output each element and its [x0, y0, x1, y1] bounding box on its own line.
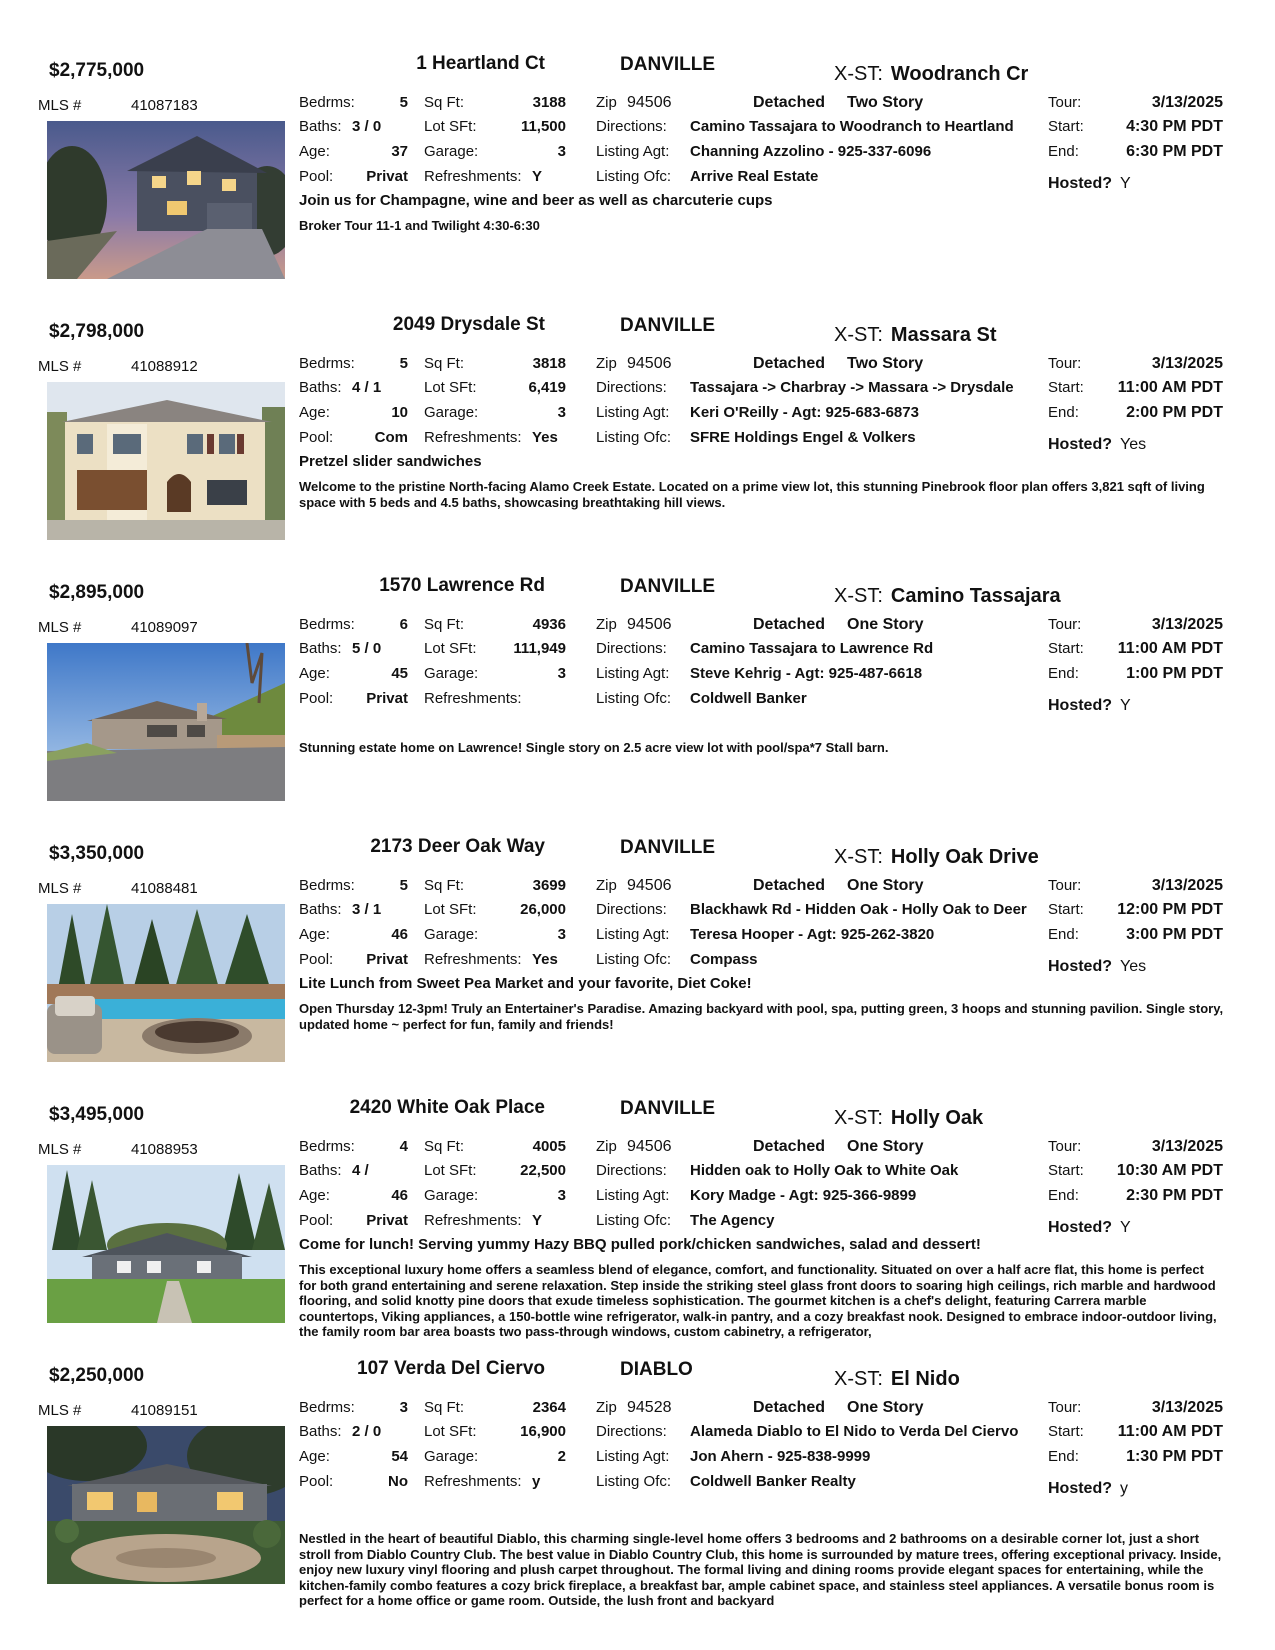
zip-label: Zip: [596, 1138, 617, 1155]
property-style: One Story: [847, 616, 924, 633]
start-time: 11:00 AM PDT: [1117, 640, 1223, 657]
end-time: 2:30 PM PDT: [1126, 1187, 1223, 1204]
listing-price: $2,798,000: [49, 321, 145, 342]
lot-label: Lot SFt:: [424, 1162, 477, 1179]
baths-value: 4 /: [352, 1162, 369, 1179]
cross-street-label: X-ST:: [834, 846, 883, 868]
tour-date: 3/13/2025: [1151, 877, 1223, 894]
hosted-label: Hosted?: [1048, 1219, 1112, 1236]
pool-value: Privat: [366, 951, 408, 968]
end-label: End:: [1048, 1187, 1079, 1204]
refreshments-value: Yes: [532, 429, 558, 446]
tour-date: 3/13/2025: [1151, 1138, 1223, 1155]
start-time: 4:30 PM PDT: [1126, 118, 1223, 135]
listing-card: [0, 50, 1275, 308]
directions-value: Tassajara -> Charbray -> Massara -> Drysdale: [690, 379, 1014, 396]
mls-label: MLS #: [38, 1402, 82, 1419]
listing-city: DANVILLE: [620, 1098, 715, 1119]
age-label: Age:: [299, 1448, 330, 1465]
start-label: Start:: [1048, 118, 1084, 135]
baths-label: Baths:: [299, 118, 342, 135]
zip-label: Zip: [596, 616, 617, 633]
hosted-value: Y: [1120, 175, 1131, 192]
office-value: Compass: [690, 951, 758, 968]
agent-label: Listing Agt:: [596, 1448, 670, 1465]
listing-price: $2,250,000: [49, 1365, 145, 1386]
lot-label: Lot SFt:: [424, 118, 477, 135]
sqft-value: 2364: [532, 1399, 566, 1416]
age-label: Age:: [299, 926, 330, 943]
baths-label: Baths:: [299, 1162, 342, 1179]
pool-value: Privat: [366, 1212, 408, 1229]
office-value: SFRE Holdings Engel & Volkers: [690, 429, 916, 446]
baths-label: Baths:: [299, 901, 342, 918]
bedrooms-label: Bedrms:: [299, 877, 355, 894]
bedrooms-value: 3: [399, 1399, 408, 1416]
mls-label: MLS #: [38, 619, 82, 636]
tour-date: 3/13/2025: [1151, 94, 1223, 111]
directions-label: Directions:: [596, 901, 667, 918]
garage-label: Garage:: [424, 404, 479, 421]
cross-street-value: Holly Oak Drive: [890, 846, 1039, 868]
refreshments-label: Refreshments:: [424, 168, 522, 185]
listing-photo: [47, 382, 285, 540]
agent-label: Listing Agt:: [596, 665, 670, 682]
age-label: Age:: [299, 143, 330, 160]
pool-label: Pool:: [299, 1212, 334, 1229]
pool-label: Pool:: [299, 168, 334, 185]
mls-number: 41088481: [131, 880, 198, 897]
directions-value: Hidden oak to Holly Oak to White Oak: [690, 1162, 959, 1179]
garage-value: 2: [557, 1448, 566, 1465]
tour-date: 3/13/2025: [1151, 616, 1223, 633]
listing-city: DIABLO: [620, 1359, 693, 1380]
directions-label: Directions:: [596, 640, 667, 657]
age-value: 45: [391, 665, 408, 682]
agent-value: Kory Madge - Agt: 925-366-9899: [690, 1187, 917, 1204]
property-style: Two Story: [847, 355, 924, 372]
office-label: Listing Ofc:: [596, 1212, 672, 1229]
property-style: One Story: [847, 1138, 924, 1155]
listing-price: $3,495,000: [49, 1104, 145, 1125]
office-label: Listing Ofc:: [596, 429, 672, 446]
directions-value: Camino Tassajara to Woodranch to Heartland: [690, 118, 1014, 135]
office-label: Listing Ofc:: [596, 1473, 672, 1490]
zip-value: 94506: [627, 94, 672, 111]
property-style: One Story: [847, 877, 924, 894]
refreshments-value: Y: [532, 1212, 543, 1229]
agent-value: Keri O'Reilly - Agt: 925-683-6873: [690, 404, 919, 421]
office-label: Listing Ofc:: [596, 168, 672, 185]
start-label: Start:: [1048, 1162, 1084, 1179]
cross-street-label: X-ST:: [834, 63, 883, 85]
zip-label: Zip: [596, 1399, 617, 1416]
listing-city: DANVILLE: [620, 315, 715, 336]
sqft-value: 3699: [532, 877, 566, 894]
baths-label: Baths:: [299, 640, 342, 657]
cross-street: [834, 63, 1028, 86]
lot-value: 26,000: [520, 901, 566, 918]
listing-price: $2,895,000: [49, 582, 145, 603]
start-time: 10:30 AM PDT: [1116, 1162, 1223, 1179]
listing-address: 2173 Deer Oak Way: [370, 836, 545, 857]
cross-street-value: Holly Oak: [890, 1107, 984, 1129]
agent-label: Listing Agt:: [596, 404, 670, 421]
agent-label: Listing Agt:: [596, 143, 670, 160]
end-time: 6:30 PM PDT: [1126, 143, 1223, 160]
start-time: 12:00 PM PDT: [1117, 901, 1223, 918]
age-value: 10: [391, 404, 408, 421]
agent-value: Channing Azzolino - 925-337-6096: [690, 143, 932, 160]
bedrooms-value: 4: [399, 1138, 408, 1155]
baths-value: 4 / 1: [352, 379, 382, 396]
hosted: [1048, 1219, 1131, 1237]
sqft-label: Sq Ft:: [424, 1399, 465, 1416]
tour-label: Tour:: [1048, 877, 1082, 894]
cross-street-label: X-ST:: [834, 1368, 883, 1390]
lot-value: 16,900: [520, 1423, 566, 1440]
mls-number: 41089097: [131, 619, 198, 636]
tour-label: Tour:: [1048, 355, 1082, 372]
office-label: Listing Ofc:: [596, 951, 672, 968]
start-label: Start:: [1048, 640, 1084, 657]
hosted-label: Hosted?: [1048, 958, 1112, 975]
age-value: 37: [391, 143, 408, 160]
age-label: Age:: [299, 1187, 330, 1204]
mls-label: MLS #: [38, 1141, 82, 1158]
listing-card: [0, 1094, 1275, 1352]
sqft-label: Sq Ft:: [424, 1138, 465, 1155]
listing-price: $3,350,000: [49, 843, 145, 864]
sqft-value: 3818: [532, 355, 566, 372]
garage-value: 3: [557, 926, 566, 943]
hosted-value: y: [1120, 1480, 1128, 1497]
cross-street-value: Massara St: [890, 324, 997, 346]
pool-label: Pool:: [299, 690, 334, 707]
sqft-label: Sq Ft:: [424, 94, 465, 111]
lot-label: Lot SFt:: [424, 1423, 477, 1440]
listing-address: 2420 White Oak Place: [349, 1097, 545, 1118]
agent-value: Steve Kehrig - Agt: 925-487-6618: [690, 665, 923, 682]
bedrooms-label: Bedrms:: [299, 1138, 355, 1155]
listing-city: DANVILLE: [620, 837, 715, 858]
mls-label: MLS #: [38, 358, 82, 375]
listing-card: [0, 311, 1275, 569]
refreshment-note: Pretzel slider sandwiches: [299, 453, 482, 470]
listing-photo: [47, 643, 285, 801]
property-type: Detached: [753, 94, 826, 111]
mls-label: MLS #: [38, 97, 82, 114]
directions-label: Directions:: [596, 1162, 667, 1179]
end-label: End:: [1048, 404, 1079, 421]
hosted-value: Y: [1120, 1219, 1131, 1236]
bedrooms-value: 5: [399, 877, 408, 894]
agent-label: Listing Agt:: [596, 1187, 670, 1204]
baths-label: Baths:: [299, 1423, 342, 1440]
lot-label: Lot SFt:: [424, 379, 477, 396]
listing-remarks: This exceptional luxury home offers a seamless blend of elegance, comfort, and functionality. Situated on over a half acre flat, this home is perfect for both grand entertaining and serene relaxation. Step inside the striking steel glass front doors to soaring high ceilings, rich marble and hardwood flooring, and solid knotty pine doors that exude timeless sophistication. The gourmet kitchen is a chef's delight, featuring Carrera marble countertops, Viking appliances, a 150-bottle wine refrigerator, walk-in pantry, and a cozy breakfast nook. Designed to embrace indoor-outdoor living, the family room bar area boasts two pass-through windows, custom cabinetry, a refrigerator,: [299, 1262, 1217, 1339]
hosted: [1048, 175, 1131, 193]
cross-street-label: X-ST:: [834, 1107, 883, 1129]
cross-street: [834, 846, 1039, 869]
hosted-label: Hosted?: [1048, 697, 1112, 714]
listing-photo: [47, 1165, 285, 1323]
cross-street: [834, 585, 1061, 608]
refreshments-label: Refreshments:: [424, 429, 522, 446]
listing-city: DANVILLE: [620, 576, 715, 597]
sqft-value: 4005: [532, 1138, 566, 1155]
zip-value: 94528: [627, 1399, 672, 1416]
directions-label: Directions:: [596, 118, 667, 135]
age-label: Age:: [299, 404, 330, 421]
baths-value: 3 / 1: [352, 901, 382, 918]
hosted: [1048, 697, 1131, 715]
garage-label: Garage:: [424, 665, 479, 682]
lot-value: 22,500: [520, 1162, 566, 1179]
garage-label: Garage:: [424, 926, 479, 943]
mls-number: 41089151: [131, 1402, 198, 1419]
garage-value: 3: [557, 143, 566, 160]
listing-card: [0, 1355, 1275, 1613]
listing-address: 1 Heartland Ct: [416, 53, 545, 74]
refreshment-note: Come for lunch! Serving yummy Hazy BBQ pulled pork/chicken sandwiches, salad and dessert!: [299, 1236, 981, 1253]
listing-photo: [47, 904, 285, 1062]
sqft-label: Sq Ft:: [424, 355, 465, 372]
age-value: 46: [391, 926, 408, 943]
listing-remarks: Stunning estate home on Lawrence! Single story on 2.5 acre view lot with pool/spa*7 Stall barn.: [299, 740, 889, 755]
pool-label: Pool:: [299, 951, 334, 968]
listing-photo: [47, 121, 285, 279]
agent-value: Teresa Hooper - Agt: 925-262-3820: [690, 926, 935, 943]
hosted-label: Hosted?: [1048, 1480, 1112, 1497]
zip-label: Zip: [596, 877, 617, 894]
baths-value: 3 / 0: [352, 118, 382, 135]
property-style: One Story: [847, 1399, 924, 1416]
zip-label: Zip: [596, 94, 617, 111]
pool-value: Com: [374, 429, 408, 446]
listing-address: 1570 Lawrence Rd: [379, 575, 545, 596]
hosted-value: Yes: [1120, 958, 1147, 975]
listing-card: [0, 833, 1275, 1091]
office-value: Coldwell Banker Realty: [690, 1473, 856, 1490]
zip-value: 94506: [627, 877, 672, 894]
start-label: Start:: [1048, 901, 1084, 918]
directions-value: Camino Tassajara to Lawrence Rd: [690, 640, 934, 657]
baths-value: 5 / 0: [352, 640, 382, 657]
listing-remarks: Open Thursday 12-3pm! Truly an Entertainer's Paradise. Amazing backyard with pool, spa, putting green, 3 hoops and stunning pavilion. Single story, updated home ~ perfect for fun, family and friends!: [299, 1001, 1224, 1032]
pool-label: Pool:: [299, 429, 334, 446]
listing-photo: [47, 1426, 285, 1584]
end-label: End:: [1048, 926, 1079, 943]
pool-value: Privat: [366, 690, 408, 707]
refreshment-note: Lite Lunch from Sweet Pea Market and your favorite, Diet Coke!: [299, 975, 752, 992]
mls-number: 41088912: [131, 358, 198, 375]
directions-label: Directions:: [596, 1423, 667, 1440]
listing-remarks: Welcome to the pristine North-facing Alamo Creek Estate. Located on a prime view lot, this stunning Pinebrook floor plan offers 3,821 sqft of living space with 5 beds and 4.5 baths, showcasing breathtaking hill views.: [299, 479, 1205, 510]
start-label: Start:: [1048, 379, 1084, 396]
agent-label: Listing Agt:: [596, 926, 670, 943]
bedrooms-label: Bedrms:: [299, 1399, 355, 1416]
property-type: Detached: [753, 355, 826, 372]
bedrooms-label: Bedrms:: [299, 616, 355, 633]
tour-label: Tour:: [1048, 616, 1082, 633]
age-value: 46: [391, 1187, 408, 1204]
listing-card: [0, 572, 1275, 830]
mls-label: MLS #: [38, 880, 82, 897]
lot-value: 6,419: [528, 379, 566, 396]
start-time: 11:00 AM PDT: [1117, 379, 1223, 396]
cross-street: [834, 324, 997, 347]
property-style: Two Story: [847, 94, 924, 111]
directions-value: Blackhawk Rd - Hidden Oak - Holly Oak to Deer: [690, 901, 1027, 918]
hosted-label: Hosted?: [1048, 175, 1112, 192]
cross-street: [834, 1368, 960, 1391]
property-type: Detached: [753, 1138, 826, 1155]
end-time: 1:00 PM PDT: [1126, 665, 1223, 682]
listing-address: 107 Verda Del Ciervo: [357, 1358, 545, 1379]
start-label: Start:: [1048, 1423, 1084, 1440]
garage-value: 3: [557, 404, 566, 421]
office-value: Coldwell Banker: [690, 690, 807, 707]
tour-date: 3/13/2025: [1151, 1399, 1223, 1416]
office-value: The Agency: [690, 1212, 775, 1229]
cross-street: [834, 1107, 983, 1130]
cross-street-value: Camino Tassajara: [890, 585, 1061, 607]
hosted-value: Y: [1120, 697, 1131, 714]
listing-city: DANVILLE: [620, 54, 715, 75]
start-time: 11:00 AM PDT: [1117, 1423, 1223, 1440]
office-value: Arrive Real Estate: [690, 168, 819, 185]
directions-label: Directions:: [596, 379, 667, 396]
cross-street-label: X-ST:: [834, 324, 883, 346]
bedrooms-value: 6: [399, 616, 408, 633]
hosted-value: Yes: [1120, 436, 1147, 453]
hosted: [1048, 436, 1146, 454]
pool-value: No: [388, 1473, 408, 1490]
lot-label: Lot SFt:: [424, 640, 477, 657]
age-value: 54: [391, 1448, 408, 1465]
sqft-label: Sq Ft:: [424, 616, 465, 633]
tour-label: Tour:: [1048, 1138, 1082, 1155]
tour-label: Tour:: [1048, 1399, 1082, 1416]
property-type: Detached: [753, 616, 826, 633]
garage-label: Garage:: [424, 1448, 479, 1465]
property-type: Detached: [753, 877, 826, 894]
zip-value: 94506: [627, 1138, 672, 1155]
baths-value: 2 / 0: [352, 1423, 382, 1440]
hosted: [1048, 958, 1146, 976]
pool-label: Pool:: [299, 1473, 334, 1490]
hosted: [1048, 1480, 1128, 1498]
cross-street-value: Woodranch Cr: [890, 63, 1029, 85]
mls-number: 41088953: [131, 1141, 198, 1158]
zip-label: Zip: [596, 355, 617, 372]
bedrooms-value: 5: [399, 355, 408, 372]
end-time: 1:30 PM PDT: [1126, 1448, 1223, 1465]
end-time: 3:00 PM PDT: [1126, 926, 1223, 943]
lot-value: 111,949: [513, 640, 566, 657]
baths-label: Baths:: [299, 379, 342, 396]
end-time: 2:00 PM PDT: [1126, 404, 1223, 421]
refreshments-label: Refreshments:: [424, 690, 522, 707]
bedrooms-value: 5: [399, 94, 408, 111]
pool-value: Privat: [366, 168, 408, 185]
tour-date: 3/13/2025: [1151, 355, 1223, 372]
listing-remarks: Nestled in the heart of beautiful Diablo, this charming single-level home offers 3 bedrooms and 2 bathrooms on a desirable corner lot, just a short stroll from Diablo Country Club. The best value in Diablo Country Club, this home is surrounded by mature trees, offering exceptional privacy. Inside, enjoy new luxury vinyl flooring and plush carpet throughout. The formal living and dining rooms provide elegant spaces for entertaining, while the kitchen-family combo features a cozy brick fireplace, a breakfast bar, ample cabinet space, and stainless steel appliances. A versatile bonus room is perfect for a home office or game room. Outside, the lush front and backyard: [299, 1531, 1222, 1608]
refreshments-label: Refreshments:: [424, 951, 522, 968]
refreshments-value: Y: [532, 168, 543, 185]
garage-value: 3: [557, 1187, 566, 1204]
bedrooms-label: Bedrms:: [299, 355, 355, 372]
listing-remarks: Broker Tour 11-1 and Twilight 4:30-6:30: [299, 218, 540, 233]
refreshments-value: y: [532, 1473, 541, 1490]
lot-label: Lot SFt:: [424, 901, 477, 918]
refreshment-note: Join us for Champagne, wine and beer as well as charcuterie cups: [299, 192, 773, 209]
listing-price: $2,775,000: [49, 60, 145, 81]
lot-value: 11,500: [520, 118, 566, 135]
tour-label: Tour:: [1048, 94, 1082, 111]
end-label: End:: [1048, 665, 1079, 682]
zip-value: 94506: [627, 355, 672, 372]
directions-value: Alameda Diablo to El Nido to Verda Del Ciervo: [690, 1423, 1019, 1440]
end-label: End:: [1048, 143, 1079, 160]
sqft-value: 4936: [532, 616, 566, 633]
zip-value: 94506: [627, 616, 672, 633]
bedrooms-label: Bedrms:: [299, 94, 355, 111]
mls-number: 41087183: [131, 97, 198, 114]
garage-value: 3: [557, 665, 566, 682]
cross-street-value: El Nido: [890, 1368, 960, 1390]
refreshments-label: Refreshments:: [424, 1212, 522, 1229]
age-label: Age:: [299, 665, 330, 682]
property-type: Detached: [753, 1399, 826, 1416]
listing-address: 2049 Drysdale St: [392, 314, 545, 335]
refreshments-label: Refreshments:: [424, 1473, 522, 1490]
sqft-value: 3188: [532, 94, 566, 111]
garage-label: Garage:: [424, 143, 479, 160]
sqft-label: Sq Ft:: [424, 877, 465, 894]
end-label: End:: [1048, 1448, 1079, 1465]
garage-label: Garage:: [424, 1187, 479, 1204]
cross-street-label: X-ST:: [834, 585, 883, 607]
hosted-label: Hosted?: [1048, 436, 1112, 453]
agent-value: Jon Ahern - 925-838-9999: [690, 1448, 871, 1465]
refreshments-value: Yes: [532, 951, 558, 968]
office-label: Listing Ofc:: [596, 690, 672, 707]
